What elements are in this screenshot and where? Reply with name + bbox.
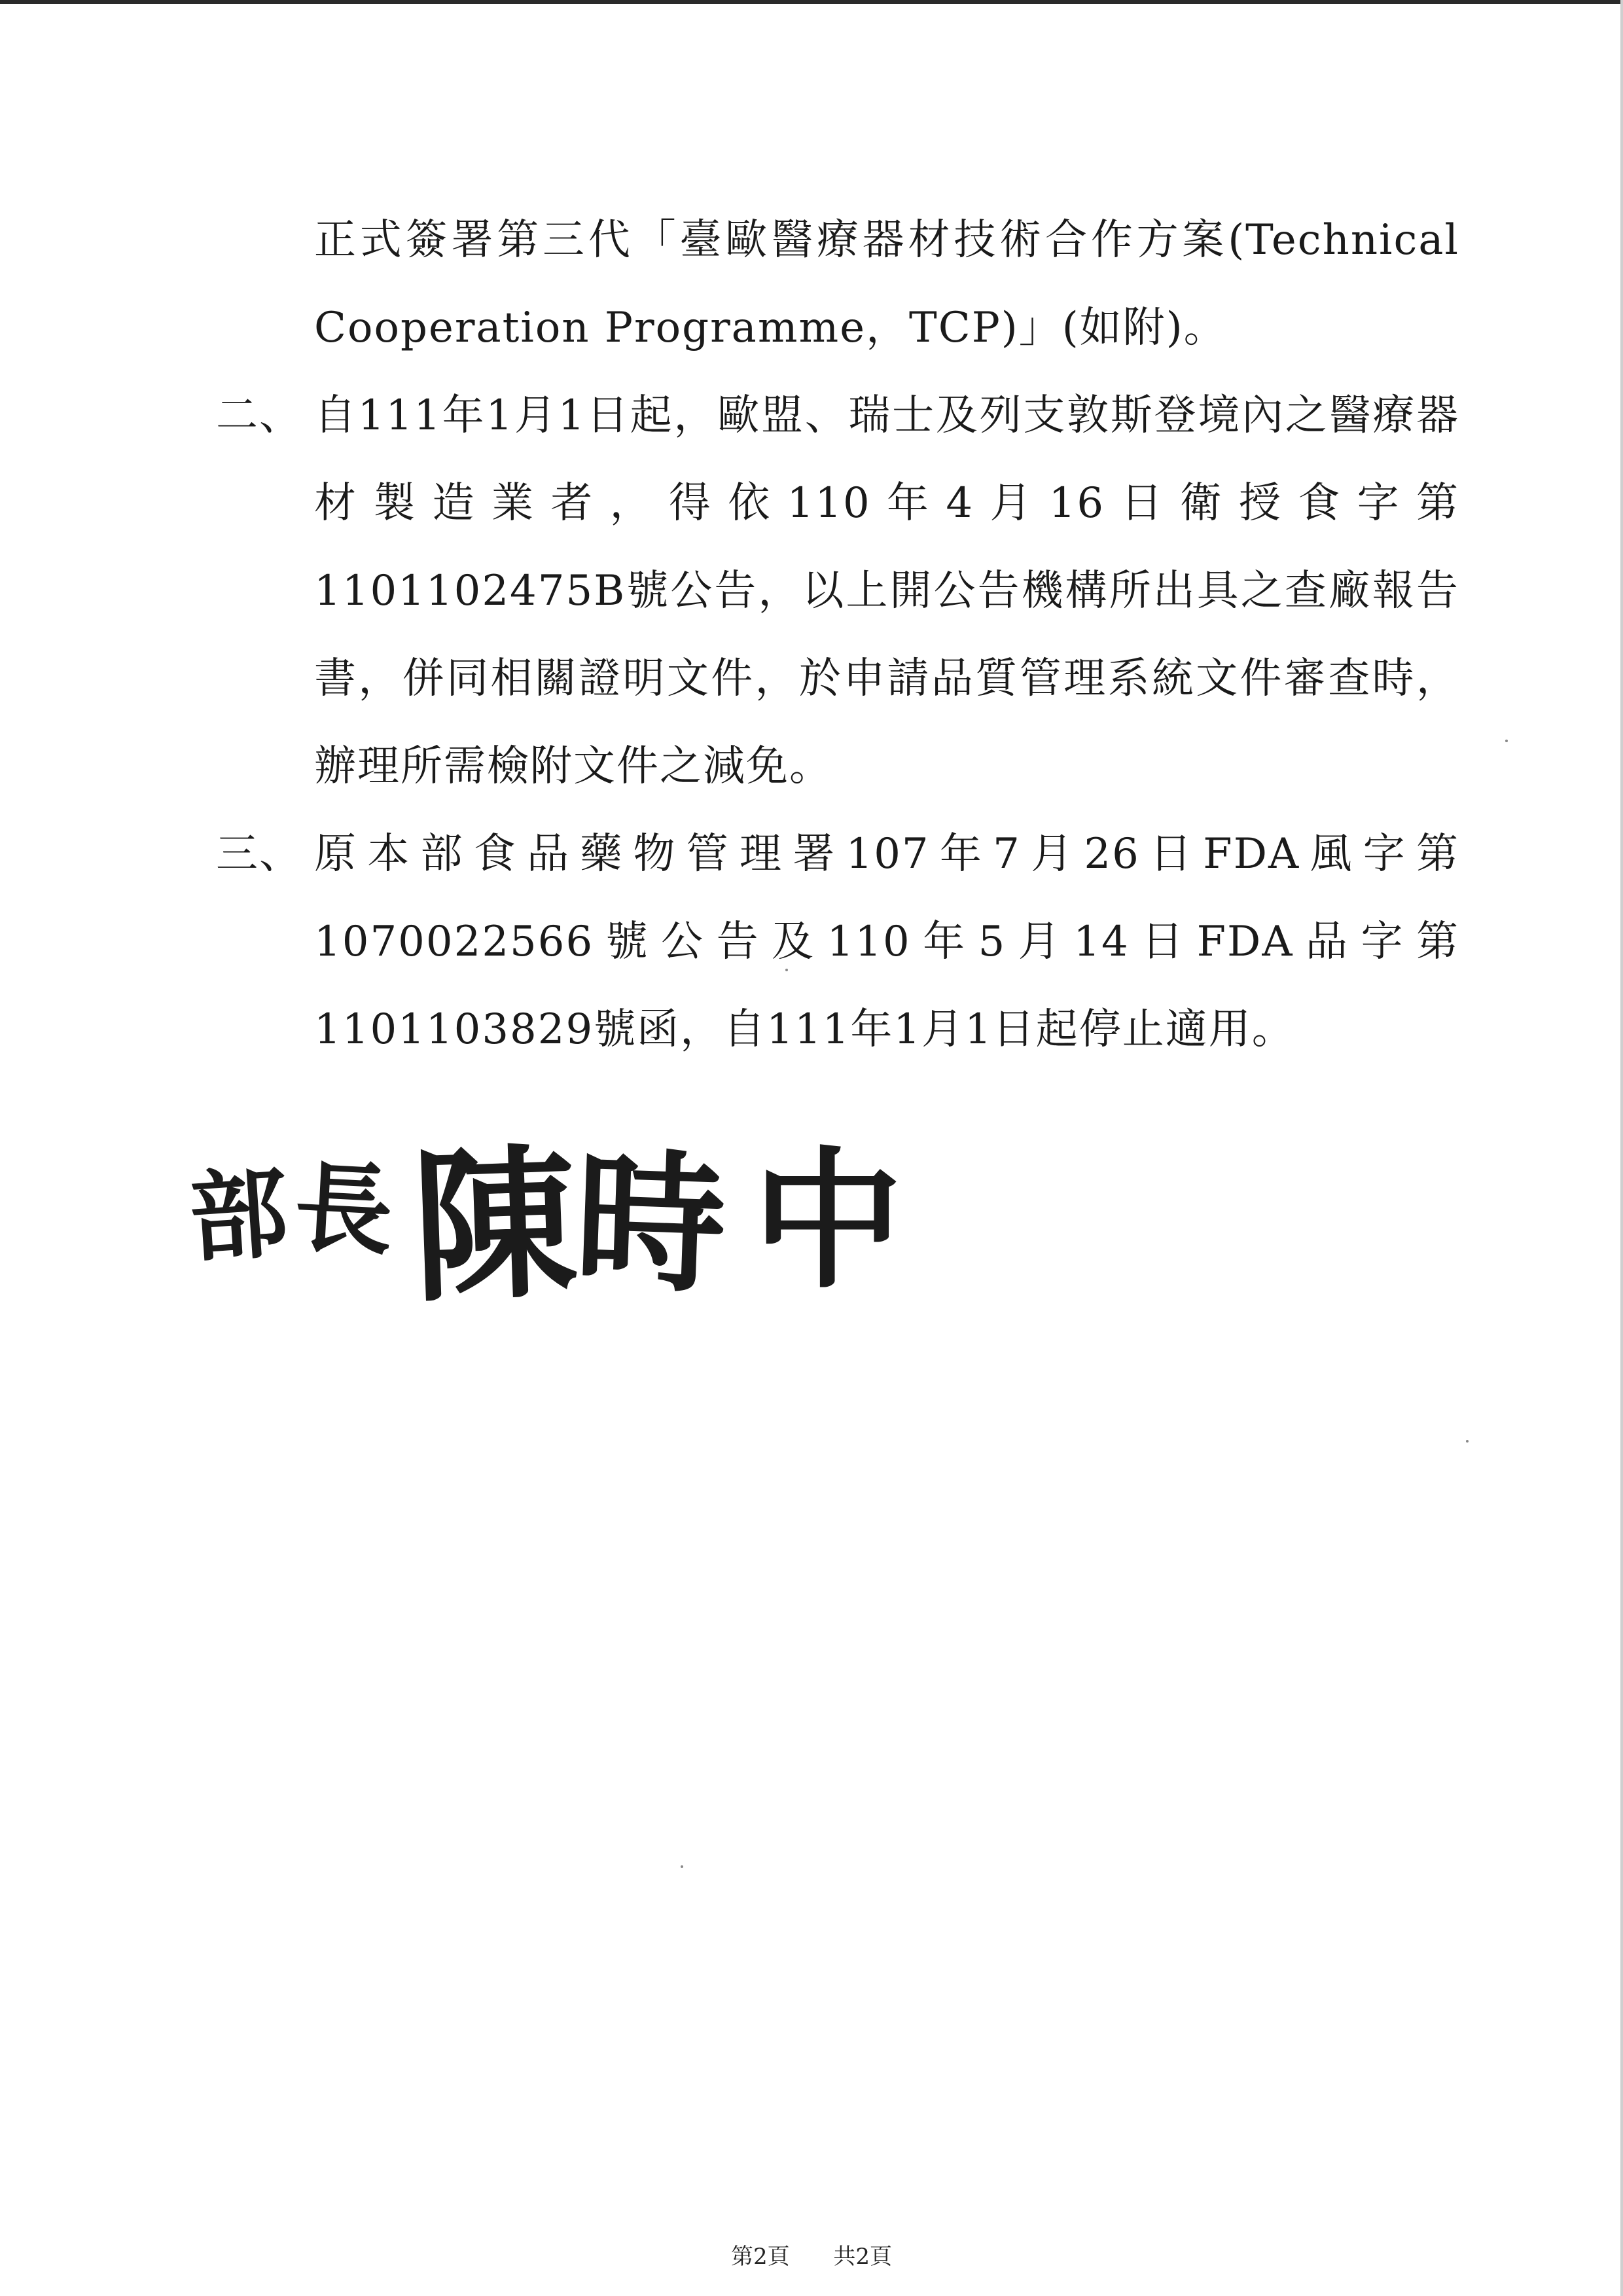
signature-title: [186, 1149, 396, 1276]
scan-speck: [1505, 740, 1508, 742]
page-total: 共2頁: [833, 2244, 893, 2270]
paragraph-continuation: [216, 196, 1459, 372]
svg-text:長: 長: [291, 1149, 396, 1270]
scan-speck: [681, 1865, 683, 1868]
scan-speck: [1466, 1440, 1469, 1443]
page-footer: [0, 2238, 1623, 2270]
signature-image: [183, 1086, 969, 1335]
paragraph-text: 正式簽署第三代「臺歐醫療器材技術合作方案(Technical Cooperation Programme，TCP)」(如附)。: [314, 216, 1459, 352]
scan-speck: [785, 969, 788, 971]
document-body: [216, 196, 1459, 1073]
page-right-edge: [1620, 0, 1623, 2296]
svg-text:部: 部: [185, 1155, 292, 1277]
signature-name: [409, 1126, 903, 1325]
svg-text:時: 時: [572, 1132, 729, 1315]
paragraph-marker: 二、: [216, 391, 302, 440]
paragraph-text: 原本部食品藥物管理署107年7月26日FDA風字第1070022566號公告及110年5月14日FDA品字第1101103829號函，自111年1月1日起停止適用。: [314, 830, 1459, 1054]
paragraph-text: 自111年1月1日起，歐盟、瑞士及列支敦斯登境內之醫療器材製造業者，得依110年4月16日衛授食字第1101102475B號公告，以上開公告機構所出具之查廠報告書，併同相關證明文件，於申請品質管理系統文件審查時，辦理所需檢附文件之減免。: [314, 391, 1459, 791]
paragraph-marker: 三、: [216, 830, 302, 878]
svg-text:中: 中: [753, 1132, 904, 1309]
paragraph-item-2: [216, 372, 1459, 810]
paragraph-item-3: [216, 810, 1459, 1073]
page-number: 第2頁: [730, 2244, 790, 2270]
svg-text:陳: 陳: [409, 1126, 580, 1325]
page-top-edge: [0, 0, 1623, 4]
minister-signature: [183, 1086, 969, 1335]
